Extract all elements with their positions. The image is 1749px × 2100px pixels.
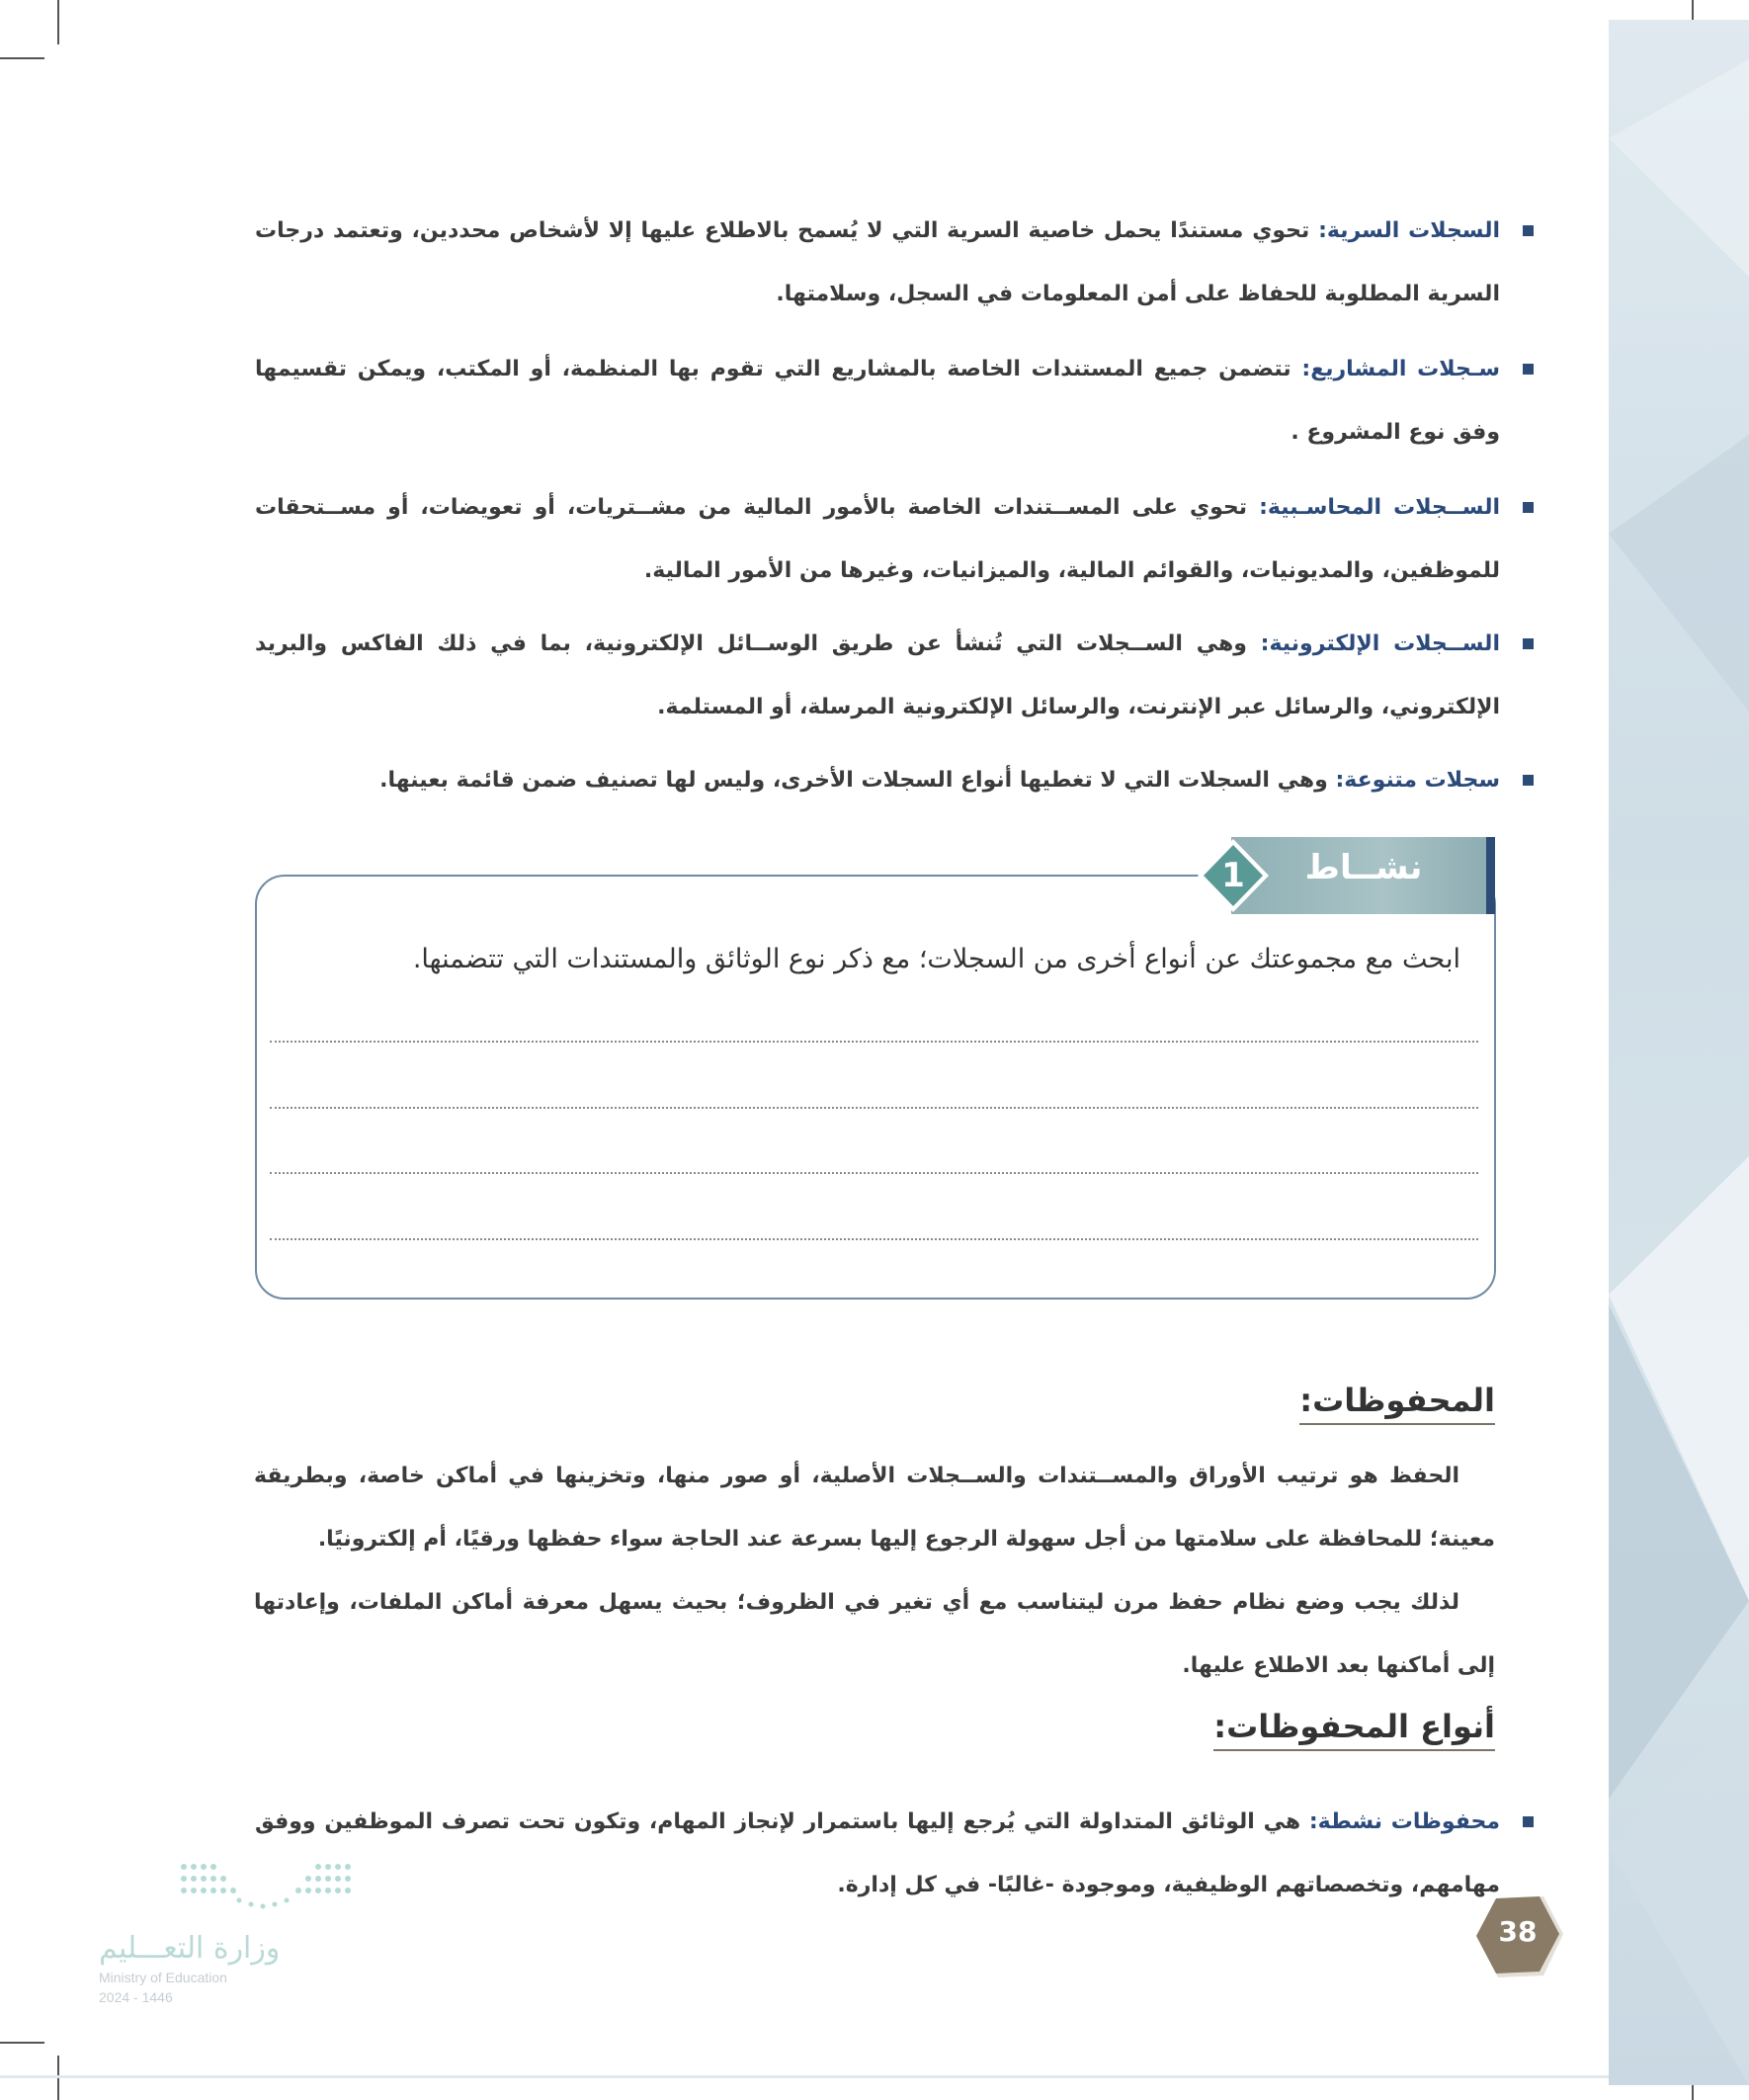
- section-heading-types: أنواع المحفوظات:: [1213, 1708, 1495, 1751]
- item-text: تحوي على المســتندات الخاصة بالأمور المالية من مشــتريات، أو تعويضات، أو مســتحقات للموظفين، والمديونيات، والقوائم المالية، والميزانيات، وغيرها من الأمور المالية.: [255, 495, 1500, 583]
- bullet-icon: [1523, 364, 1534, 375]
- list-item-projects: [255, 338, 1500, 464]
- item-text: تتضمن جميع المستندات الخاصة بالمشاريع التي تقوم بها المنظمة، أو المكتب، ويمكن تقسيمها وفق نوع المشروع .: [255, 357, 1500, 445]
- activity-number: 1: [1221, 856, 1245, 895]
- list-item-misc: [255, 749, 1500, 812]
- item-text: هي الوثائق المتداولة التي يُرجع إليها باستمرار لإنجاز المهام، وتكون تحت تصرف الموظفين ووفق مهامهم، وتخصصاتهم الوظيفية، وموجودة -غالبًا- في كل إدارة.: [255, 1809, 1500, 1897]
- bullet-icon: [1523, 502, 1534, 513]
- list-item-confidential: [255, 200, 1500, 326]
- page-number: 38: [1498, 1915, 1538, 1948]
- item-term: السجلات السرية:: [1318, 218, 1500, 243]
- item-term: سـجلات المشاريع:: [1301, 357, 1500, 381]
- item-term: سجلات متنوعة:: [1335, 768, 1500, 793]
- crop-mark: [0, 57, 44, 59]
- answer-line[interactable]: [270, 1041, 1478, 1043]
- ministry-logo-year: 2024 - 1446: [99, 1989, 173, 2005]
- list-item-electronic: [255, 613, 1500, 739]
- item-text: تحوي مستندًا يحمل خاصية السرية التي لا يُسمح بالاطلاع عليها إلا لأشخاص محددين، وتعتمد درجات السرية المطلوبة للحفاظ على أمن المعلومات في السجل، وسلامتها.: [255, 218, 1500, 306]
- answer-line[interactable]: [270, 1107, 1478, 1109]
- item-text: وهي السجلات التي لا تغطيها أنواع السجلات الأخرى، وليس لها تصنيف ضمن قائمة بعينها.: [379, 768, 1336, 793]
- archives-paragraph-1: الحفظ هو ترتيب الأوراق والمســتندات والســجلات الأصلية، أو صور منها، وتخزينها في أماكن خاصة، وبطريقة معينة؛ للمحافظة على سلامتها من أجل سهولة الرجوع إليها بسرعة عند الحاجة سواء حفظها ورقيًا، أم إلكترونيًا.: [254, 1464, 1495, 1552]
- item-term: الســجلات الإلكترونية:: [1260, 631, 1500, 656]
- bullet-icon: [1523, 638, 1534, 649]
- archives-paragraph-2: لذلك يجب وضع نظام حفظ مرن ليتناسب مع أي تغير في الظروف؛ بحيث يسهل معرفة أماكن الملفات، وإعادتها إلى أماكنها بعد الاطلاع عليها.: [254, 1590, 1495, 1678]
- list-item-active-archives: [255, 1791, 1500, 1917]
- ministry-logo-english: Ministry of Education: [99, 1970, 227, 1985]
- answer-line[interactable]: [270, 1172, 1478, 1174]
- bullet-icon: [1523, 225, 1534, 236]
- archives-paragraph: [254, 1445, 1495, 1698]
- bottom-rule: [0, 2075, 1609, 2078]
- answer-line[interactable]: [270, 1238, 1478, 1240]
- activity-box: [255, 875, 1496, 1300]
- bullet-icon: [1523, 1816, 1534, 1827]
- list-item-accounting: [255, 476, 1500, 603]
- activity-question: ابحث مع مجموعتك عن أنواع أخرى من السجلات؛ مع ذكر نوع الوثائق والمستندات التي تتضمنها.: [412, 944, 1460, 974]
- item-text: وهي الســجلات التي تُنشأ عن طريق الوســائل الإلكترونية، بما في ذلك الفاكس والبريد الإلكتروني، والرسائل عبر الإنترنت، والرسائل الإلكترونية المرسلة، أو المستلمة.: [255, 631, 1500, 719]
- section-heading-archives: المحفوظات:: [1299, 1382, 1495, 1425]
- bullet-icon: [1523, 775, 1534, 786]
- item-term: محفوظات نشطة:: [1308, 1809, 1501, 1834]
- activity-tab-edge: [1486, 837, 1495, 914]
- ministry-logo-dots-icon: [180, 1861, 353, 1920]
- crop-mark: [57, 0, 59, 44]
- decorative-side-band: [1609, 20, 1749, 2085]
- crop-mark: [0, 2042, 44, 2044]
- ministry-logo-arabic: وزارة التعـــليم: [99, 1931, 281, 1966]
- item-term: الســجلات المحاسـبية:: [1259, 495, 1500, 520]
- activity-label: نشــاط: [1304, 848, 1423, 887]
